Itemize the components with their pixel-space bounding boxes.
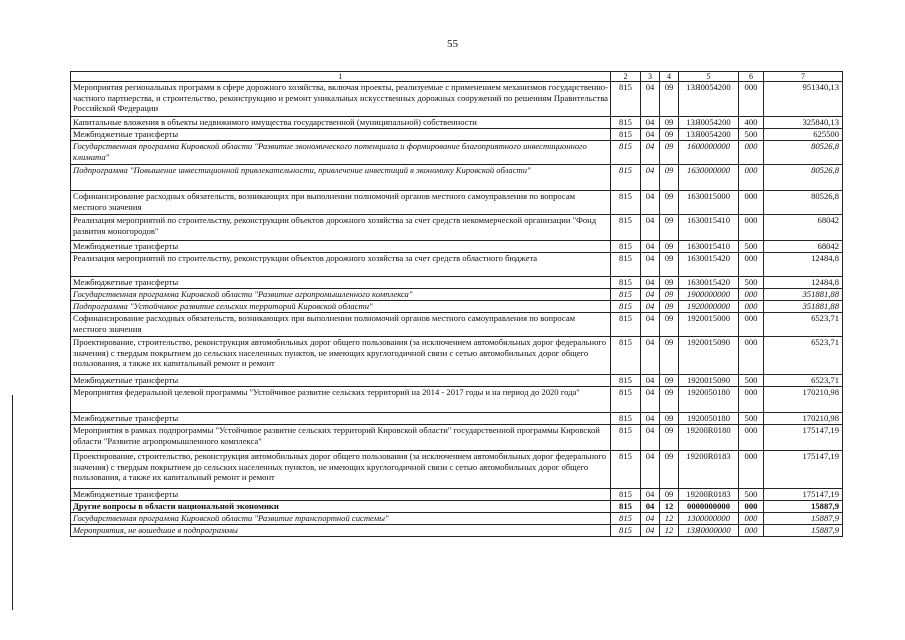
- table-row: [71, 337, 843, 375]
- target-item-code-cell: 1920015000: [679, 313, 739, 337]
- row-name-cell: Государственная программа Кировской области "Развитие транспортной системы": [71, 513, 611, 525]
- table-row: [71, 215, 843, 241]
- row-name-cell: Государственная программа Кировской области "Развитие экономического потенциала и формирование благоприятного инвестиционного климата": [71, 141, 611, 165]
- expense-type-code-cell: 000: [739, 313, 764, 337]
- expense-type-code-cell: 000: [739, 513, 764, 525]
- amount-cell: 6523,71: [764, 337, 843, 375]
- table-row: [71, 141, 843, 165]
- row-name-cell: Межбюджетные трансферты: [71, 489, 611, 501]
- row-name-cell: Межбюджетные трансферты: [71, 413, 611, 425]
- expense-type-code-cell: 000: [739, 425, 764, 451]
- target-item-code-cell: 1630015420: [679, 277, 739, 289]
- subsection-code-cell: 12: [660, 501, 679, 513]
- left-margin-rule: [12, 395, 13, 610]
- target-item-code-cell: 1630015000: [679, 191, 739, 215]
- table-row: [71, 289, 843, 301]
- row-name-cell: Межбюджетные трансферты: [71, 277, 611, 289]
- column-number-header: 6: [739, 72, 764, 82]
- expense-type-code-cell: 500: [739, 413, 764, 425]
- department-code-cell: 815: [611, 141, 641, 165]
- amount-cell: 351881,88: [764, 301, 843, 313]
- subsection-code-cell: 12: [660, 525, 679, 537]
- table-row: [71, 241, 843, 253]
- amount-cell: 325840,13: [764, 117, 843, 129]
- amount-cell: 80526,8: [764, 165, 843, 191]
- amount-cell: 12484,8: [764, 277, 843, 289]
- department-code-cell: 815: [611, 525, 641, 537]
- section-code-cell: 04: [641, 513, 660, 525]
- row-name-cell: Межбюджетные трансферты: [71, 241, 611, 253]
- department-code-cell: 815: [611, 301, 641, 313]
- table-row: [71, 82, 843, 117]
- department-code-cell: 815: [611, 489, 641, 501]
- budget-table: [70, 71, 843, 537]
- subsection-code-cell: 09: [660, 313, 679, 337]
- table-row: [71, 117, 843, 129]
- column-number-row: [71, 72, 843, 82]
- section-code-cell: 04: [641, 313, 660, 337]
- column-number-header: 1: [71, 72, 611, 82]
- amount-cell: 951340,13: [764, 82, 843, 117]
- target-item-code-cell: 1300000000: [679, 513, 739, 525]
- expense-type-code-cell: 500: [739, 277, 764, 289]
- section-code-cell: 04: [641, 387, 660, 413]
- section-code-cell: 04: [641, 301, 660, 313]
- department-code-cell: 815: [611, 82, 641, 117]
- row-name-cell: Подпрограмма "Повышение инвестиционной привлекательности, привлечение инвестиций в экономику Кировской области": [71, 165, 611, 191]
- row-name-cell: Проектирование, строительство, реконструкция автомобильных дорог общего пользования (за исключением автомобильных дорог федерального значения) с твердым покрытием до сельских населенных пунктов, не имеющих круглогодичной связи с сетью автомобильных дорог общего пользования, а также их капитальный ремонт и ремонт: [71, 451, 611, 489]
- column-number-header: 7: [764, 72, 843, 82]
- amount-cell: 351881,88: [764, 289, 843, 301]
- target-item-code-cell: 19200R0180: [679, 425, 739, 451]
- section-code-cell: 04: [641, 501, 660, 513]
- subsection-code-cell: 09: [660, 301, 679, 313]
- expense-type-code-cell: 000: [739, 451, 764, 489]
- row-name-cell: Софинансирование расходных обязательств, возникающих при выполнении полномочий органов местного самоуправления по вопросам местного значения: [71, 191, 611, 215]
- expense-type-code-cell: 500: [739, 489, 764, 501]
- section-code-cell: 04: [641, 241, 660, 253]
- amount-cell: 80526,8: [764, 141, 843, 165]
- amount-cell: 625500: [764, 129, 843, 141]
- department-code-cell: 815: [611, 513, 641, 525]
- column-number-header: 2: [611, 72, 641, 82]
- section-code-cell: 04: [641, 337, 660, 375]
- department-code-cell: 815: [611, 191, 641, 215]
- table-row: [71, 277, 843, 289]
- target-item-code-cell: 1920050180: [679, 413, 739, 425]
- amount-cell: 170210,98: [764, 413, 843, 425]
- amount-cell: 15887,9: [764, 513, 843, 525]
- department-code-cell: 815: [611, 413, 641, 425]
- subsection-code-cell: 09: [660, 425, 679, 451]
- department-code-cell: 815: [611, 289, 641, 301]
- page-number: 55: [447, 38, 458, 50]
- target-item-code-cell: 1630000000: [679, 165, 739, 191]
- target-item-code-cell: 1920050180: [679, 387, 739, 413]
- subsection-code-cell: 09: [660, 129, 679, 141]
- subsection-code-cell: 09: [660, 215, 679, 241]
- table-row: [71, 165, 843, 191]
- table-row: [71, 301, 843, 313]
- expense-type-code-cell: 000: [739, 253, 764, 277]
- row-name-cell: Проектирование, строительство, реконструкция автомобильных дорог общего пользования (за исключением автомобильных дорог федерального значения) с твердым покрытием до сельских населенных пунктов, не имеющих круглогодичной связи с сетью автомобильных дорог общего пользования, а также их капитальный ремонт и ремонт: [71, 337, 611, 375]
- table-row: [71, 525, 843, 537]
- column-number-header: 3: [641, 72, 660, 82]
- subsection-code-cell: 09: [660, 165, 679, 191]
- table-row: [71, 191, 843, 215]
- subsection-code-cell: 09: [660, 289, 679, 301]
- section-code-cell: 04: [641, 165, 660, 191]
- section-code-cell: 04: [641, 413, 660, 425]
- expense-type-code-cell: 000: [739, 501, 764, 513]
- expense-type-code-cell: 000: [739, 337, 764, 375]
- expense-type-code-cell: 000: [739, 387, 764, 413]
- department-code-cell: 815: [611, 215, 641, 241]
- department-code-cell: 815: [611, 313, 641, 337]
- expense-type-code-cell: 000: [739, 82, 764, 117]
- expense-type-code-cell: 500: [739, 241, 764, 253]
- department-code-cell: 815: [611, 337, 641, 375]
- subsection-code-cell: 09: [660, 141, 679, 165]
- row-name-cell: Мероприятия в рамках подпрограммы "Устойчивое развитие сельских территорий Кировской области" государственной программы Кировской области "Развитие агропромышленного комплекса": [71, 425, 611, 451]
- section-code-cell: 04: [641, 253, 660, 277]
- section-code-cell: 04: [641, 525, 660, 537]
- subsection-code-cell: 09: [660, 117, 679, 129]
- expense-type-code-cell: 000: [739, 289, 764, 301]
- target-item-code-cell: 1920000000: [679, 301, 739, 313]
- target-item-code-cell: 13Я0054200: [679, 82, 739, 117]
- amount-cell: 170210,98: [764, 387, 843, 413]
- table-row: [71, 513, 843, 525]
- section-code-cell: 04: [641, 425, 660, 451]
- subsection-code-cell: 09: [660, 241, 679, 253]
- table-row: [71, 413, 843, 425]
- department-code-cell: 815: [611, 165, 641, 191]
- amount-cell: 80526,8: [764, 191, 843, 215]
- table-row: [71, 425, 843, 451]
- expense-type-code-cell: 500: [739, 129, 764, 141]
- amount-cell: 175147,19: [764, 451, 843, 489]
- expense-type-code-cell: 500: [739, 375, 764, 387]
- expense-type-code-cell: 000: [739, 301, 764, 313]
- target-item-code-cell: 1920015090: [679, 375, 739, 387]
- subsection-code-cell: 09: [660, 253, 679, 277]
- expense-type-code-cell: 000: [739, 215, 764, 241]
- row-name-cell: Реализация мероприятий по строительству, реконструкции объектов дорожного хозяйства за счет средств некоммерческой организации "Фонд развития моногородов": [71, 215, 611, 241]
- amount-cell: 15887,9: [764, 525, 843, 537]
- row-name-cell: Другие вопросы в области национальной экономики: [71, 501, 611, 513]
- section-code-cell: 04: [641, 451, 660, 489]
- section-code-cell: 04: [641, 277, 660, 289]
- section-code-cell: 04: [641, 82, 660, 117]
- expense-type-code-cell: 000: [739, 141, 764, 165]
- subsection-code-cell: 09: [660, 277, 679, 289]
- target-item-code-cell: 13Я0054200: [679, 129, 739, 141]
- table-row: [71, 387, 843, 413]
- department-code-cell: 815: [611, 451, 641, 489]
- row-name-cell: Мероприятия, не вошедшие в подпрограммы: [71, 525, 611, 537]
- subsection-code-cell: 09: [660, 337, 679, 375]
- subsection-code-cell: 09: [660, 489, 679, 501]
- subsection-code-cell: 09: [660, 191, 679, 215]
- subsection-code-cell: 09: [660, 82, 679, 117]
- row-name-cell: Подпрограмма "Устойчивое развитие сельских территорий Кировской области": [71, 301, 611, 313]
- section-code-cell: 04: [641, 375, 660, 387]
- target-item-code-cell: 1600000000: [679, 141, 739, 165]
- amount-cell: 12484,8: [764, 253, 843, 277]
- row-name-cell: Мероприятия региональных программ в сфере дорожного хозяйства, включая проекты, реализуемые с применением механизмов государственно-частного партнерства, и строительство, реконструкцию и ремонт уникальных искусственных дорожных сооружений по решениям Правительства Российской Федерации: [71, 82, 611, 117]
- row-name-cell: Межбюджетные трансферты: [71, 129, 611, 141]
- section-code-cell: 04: [641, 141, 660, 165]
- amount-cell: 68042: [764, 215, 843, 241]
- amount-cell: 6523,71: [764, 375, 843, 387]
- department-code-cell: 815: [611, 501, 641, 513]
- column-number-header: 4: [660, 72, 679, 82]
- section-code-cell: 04: [641, 489, 660, 501]
- amount-cell: 68042: [764, 241, 843, 253]
- subsection-code-cell: 09: [660, 413, 679, 425]
- expense-type-code-cell: 000: [739, 165, 764, 191]
- target-item-code-cell: 19200R0183: [679, 489, 739, 501]
- section-code-cell: 04: [641, 117, 660, 129]
- section-code-cell: 04: [641, 215, 660, 241]
- amount-cell: 6523,71: [764, 313, 843, 337]
- target-item-code-cell: 1630015420: [679, 253, 739, 277]
- department-code-cell: 815: [611, 375, 641, 387]
- department-code-cell: 815: [611, 425, 641, 451]
- table-row: [71, 253, 843, 277]
- table-row: [71, 501, 843, 513]
- table-row: [71, 313, 843, 337]
- table-row: [71, 129, 843, 141]
- subsection-code-cell: 09: [660, 387, 679, 413]
- row-name-cell: Капитальные вложения в объекты недвижимого имущества государственной (муниципальной) собственности: [71, 117, 611, 129]
- table-row: [71, 375, 843, 387]
- target-item-code-cell: 0000000000: [679, 501, 739, 513]
- subsection-code-cell: 09: [660, 451, 679, 489]
- row-name-cell: Государственная программа Кировской области "Развитие агропромышленного комплекса": [71, 289, 611, 301]
- table-row: [71, 451, 843, 489]
- target-item-code-cell: 1900000000: [679, 289, 739, 301]
- section-code-cell: 04: [641, 289, 660, 301]
- department-code-cell: 815: [611, 117, 641, 129]
- target-item-code-cell: 1920015090: [679, 337, 739, 375]
- section-code-cell: 04: [641, 129, 660, 141]
- row-name-cell: Межбюджетные трансферты: [71, 375, 611, 387]
- expense-type-code-cell: 000: [739, 525, 764, 537]
- subsection-code-cell: 09: [660, 375, 679, 387]
- department-code-cell: 815: [611, 277, 641, 289]
- target-item-code-cell: 13Я0000000: [679, 525, 739, 537]
- target-item-code-cell: 19200R0183: [679, 451, 739, 489]
- department-code-cell: 815: [611, 129, 641, 141]
- table-row: [71, 489, 843, 501]
- department-code-cell: 815: [611, 253, 641, 277]
- expense-type-code-cell: 000: [739, 191, 764, 215]
- column-number-header: 5: [679, 72, 739, 82]
- section-code-cell: 04: [641, 191, 660, 215]
- amount-cell: 175147,19: [764, 425, 843, 451]
- department-code-cell: 815: [611, 387, 641, 413]
- expense-type-code-cell: 400: [739, 117, 764, 129]
- subsection-code-cell: 12: [660, 513, 679, 525]
- amount-cell: 15887,9: [764, 501, 843, 513]
- row-name-cell: Софинансирование расходных обязательств, возникающих при выполнении полномочий органов местного самоуправления по вопросам местного значения: [71, 313, 611, 337]
- amount-cell: 175147,19: [764, 489, 843, 501]
- target-item-code-cell: 1630015410: [679, 241, 739, 253]
- target-item-code-cell: 13Я0054200: [679, 117, 739, 129]
- row-name-cell: Реализация мероприятий по строительству, реконструкции объектов дорожного хозяйства за счет средств областного бюджета: [71, 253, 611, 277]
- row-name-cell: Мероприятия федеральной целевой программы "Устойчивое развитие сельских территорий на 2014 - 2017 годы и на период до 2020 года": [71, 387, 611, 413]
- target-item-code-cell: 1630015410: [679, 215, 739, 241]
- department-code-cell: 815: [611, 241, 641, 253]
